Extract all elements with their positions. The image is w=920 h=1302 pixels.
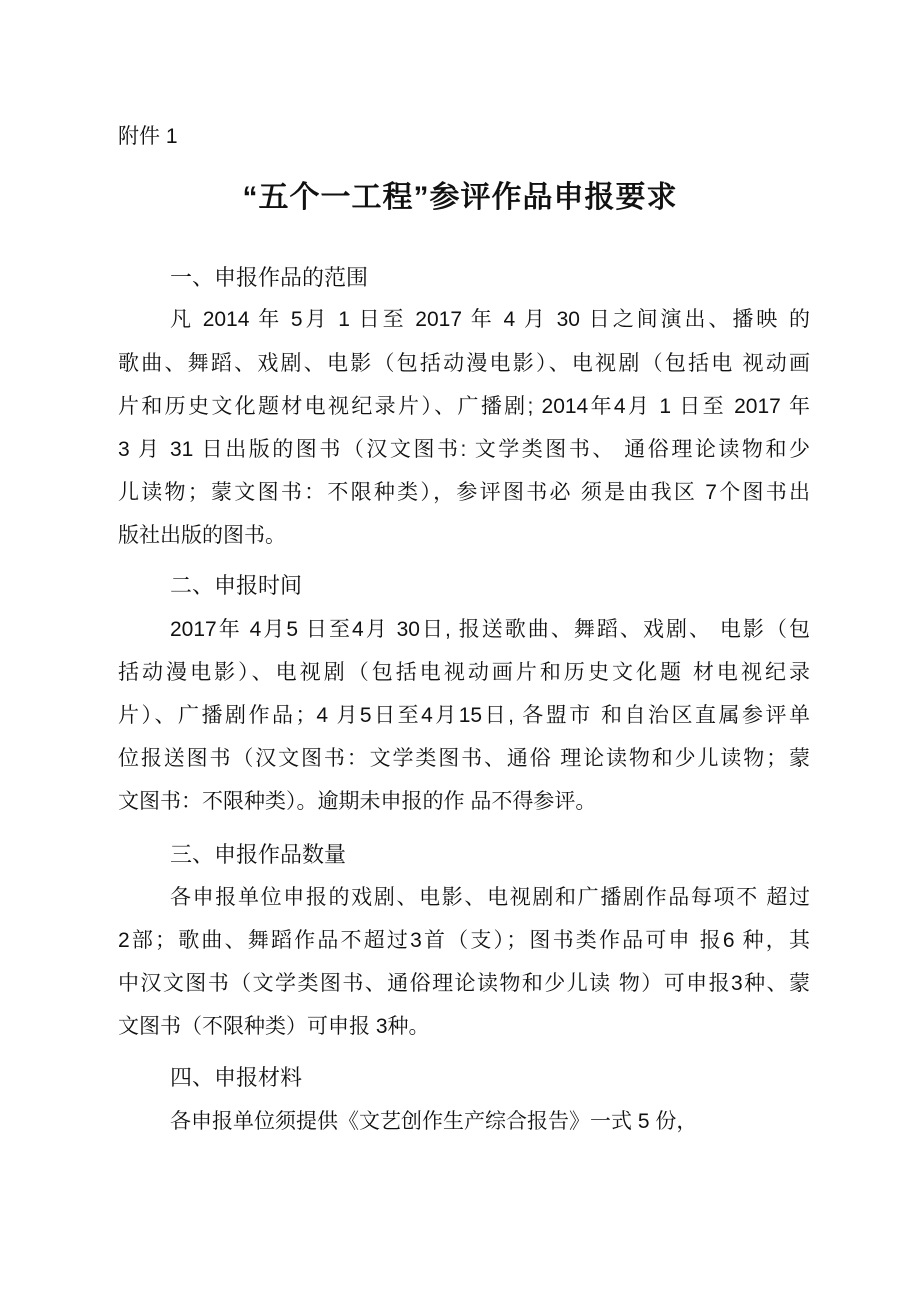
text-line: 凡 2014 年 5月 1 日至 2017 年 4 月 30 日之间演出、播映 的	[170, 308, 810, 331]
section-heading: 一、申报作品的范围	[170, 265, 369, 290]
text-line: 2部；歌曲、舞蹈作品不超过3首（支）；图书类作品可申 报6 种，其	[118, 929, 810, 952]
section-heading: 二、申报时间	[170, 573, 303, 598]
document-title: “五个一工程”参评作品申报要求	[242, 181, 678, 214]
text-line: 括动漫电影）、电视剧（包括电视动画片和历史文化题 材电视纪录	[118, 661, 810, 684]
text-line: 3 月 31 日出版的图书（汉文图书: 文学类图书、 通俗理论读物和少	[118, 438, 810, 461]
text-line: 文图书（不限种类）可申报 3种。	[118, 1015, 430, 1038]
text-line: 文图书：不限种类）。逾期未申报的作 品不得参评。	[118, 790, 597, 813]
text-line: 位报送图书（汉文图书：文学类图书、通俗 理论读物和少儿读物；蒙	[118, 747, 810, 770]
text-line: 各申报单位申报的戏剧、电影、电视剧和广播剧作品每项不 超过	[170, 886, 810, 909]
section-heading: 四、申报材料	[170, 1065, 303, 1090]
text-line: 各申报单位须提供《文艺创作生产综合报告》一式 5 份，	[170, 1110, 698, 1133]
text-line: 版社出版的图书。	[118, 524, 286, 547]
text-line: 片）、广播剧作品；4 月5日至4月15日, 各盟市 和自治区直属参评单	[118, 704, 810, 727]
text-line: 中汉文图书（文学类图书、通俗理论读物和少儿读 物）可申报3种、蒙	[118, 972, 810, 995]
text-line: 2017年 4月5 日至4月 30日, 报送歌曲、舞蹈、戏剧、 电影（包	[170, 618, 810, 641]
section-heading: 三、申报作品数量	[170, 842, 347, 867]
attachment-label: 附件 1	[118, 125, 178, 148]
text-line: 片和历史文化题材电视纪录片）、广播剧; 2014年4月 1 日至 2017 年	[118, 395, 810, 418]
text-line: 歌曲、舞蹈、戏剧、电影（包括动漫电影）、电视剧（包括电 视动画	[118, 352, 810, 375]
text-line: 儿读物；蒙文图书：不限种类），参评图书必 须是由我区 7个图书出	[118, 481, 810, 504]
